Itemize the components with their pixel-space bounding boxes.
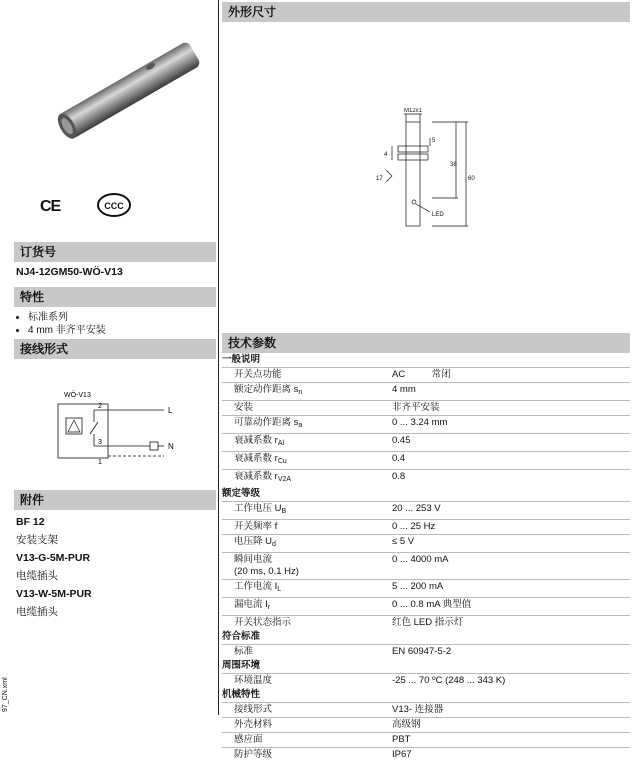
spec-name	[222, 383, 392, 401]
spec-name	[222, 553, 392, 580]
accessory-code: V13-W-5M-PUR	[16, 585, 214, 603]
ccc-mark	[96, 192, 132, 218]
spec-value: 0 ... 0.8 mA 典型值	[392, 598, 630, 616]
spec-group	[222, 630, 630, 645]
dim-38: 38	[450, 162, 457, 168]
spec-row	[222, 580, 630, 598]
spec-name	[222, 748, 392, 762]
spec-row	[222, 502, 630, 520]
dim-thread: M12x1	[404, 108, 423, 114]
spec-name-text: 可靠动作距离 s	[234, 417, 298, 428]
ce-mark: CE	[40, 198, 60, 216]
order-number: NJ4-12GM50-WÖ-V13	[14, 262, 216, 282]
spec-name-text: 开关点功能	[234, 369, 282, 380]
spec-group-title: 机械特性	[222, 688, 630, 703]
spec-name	[222, 535, 392, 553]
spec-name-text: 感应面	[234, 734, 263, 745]
dim-led: LED	[432, 212, 444, 218]
spec-value: ≤ 5 V	[392, 535, 630, 553]
spec-name-subscript: L	[277, 586, 281, 593]
spec-name-text: 开关频率 f	[234, 521, 277, 532]
spec-name	[222, 502, 392, 520]
column-divider	[218, 0, 219, 715]
spec-row	[222, 520, 630, 535]
accessories-header: 附件	[14, 490, 216, 510]
spec-row	[222, 470, 630, 488]
spec-value: 红色 LED 指示灯	[392, 616, 630, 631]
dim-4: 4	[384, 152, 388, 158]
spec-group-title: 额定等级	[222, 487, 630, 502]
spec-name	[222, 718, 392, 733]
pin-2: 2	[98, 403, 102, 410]
spec-name	[222, 434, 392, 452]
spec-row	[222, 674, 630, 689]
dimensions-header: 外形尺寸	[222, 2, 630, 22]
spec-name	[222, 452, 392, 470]
spec-value: 4 mm	[392, 383, 630, 401]
dimension-drawing	[372, 108, 482, 238]
spec-row	[222, 368, 630, 383]
spec-value: 0.4	[392, 452, 630, 470]
spec-row	[222, 383, 630, 401]
order-header: 订货号	[14, 242, 216, 262]
specs-header: 技术参数	[222, 333, 630, 353]
spec-name-text: 额定动作距离 s	[234, 384, 298, 395]
spec-name	[222, 368, 392, 383]
spec-row	[222, 452, 630, 470]
spec-name-subscript: r	[268, 604, 270, 611]
spec-name-subscript: Al	[278, 440, 284, 447]
spec-group	[222, 659, 630, 674]
spec-name-text: 防护等级	[234, 749, 272, 760]
dim-17: 17	[376, 176, 383, 182]
accessory-desc: 安装支架	[16, 531, 214, 549]
spec-value: 0 ... 3.24 mm	[392, 416, 630, 434]
spec-value: 高级钢	[392, 718, 630, 733]
wiring-diagram	[54, 388, 194, 468]
spec-name-text: 衰减系数 r	[234, 471, 278, 482]
features-header: 特性	[14, 287, 216, 307]
spec-value: PBT	[392, 733, 630, 748]
spec-name-subscript: B	[282, 508, 287, 515]
spec-row	[222, 718, 630, 733]
spec-name	[222, 470, 392, 488]
spec-value: V13- 连接器	[392, 703, 630, 718]
spec-row	[222, 616, 630, 631]
spec-name-line2: (20 ms, 0.1 Hz)	[234, 566, 299, 577]
dim-5: 5	[432, 138, 436, 144]
spec-value: 5 ... 200 mA	[392, 580, 630, 598]
spec-value: IP67	[392, 748, 630, 762]
feature-item: • 标准系列	[28, 311, 216, 324]
spec-row	[222, 645, 630, 660]
spec-value: EN 60947-5-2	[392, 645, 630, 660]
spec-row	[222, 434, 630, 452]
dim-60: 60	[468, 176, 475, 182]
spec-name-text: 开关状态指示	[234, 617, 291, 628]
spec-group-title: 一般说明	[222, 353, 630, 368]
spec-row	[222, 703, 630, 718]
spec-row	[222, 401, 630, 416]
spec-value: AC 常闭	[392, 368, 630, 383]
spec-row	[222, 733, 630, 748]
spec-name-text: 工作电流 I	[234, 581, 277, 592]
spec-value: 0 ... 25 Hz	[392, 520, 630, 535]
spec-value: 0.45	[392, 434, 630, 452]
spec-name	[222, 580, 392, 598]
spec-name	[222, 598, 392, 616]
spec-name	[222, 401, 392, 416]
spec-name-subscript: V2A	[278, 476, 291, 483]
spec-group	[222, 688, 630, 703]
spec-row	[222, 748, 630, 762]
spec-name	[222, 703, 392, 718]
side-code: 97_CN.xml	[0, 672, 12, 712]
spec-name	[222, 645, 392, 660]
wiring-label: WÖ-V13	[64, 391, 91, 399]
spec-name-text: 衰减系数 r	[234, 453, 278, 464]
spec-name	[222, 416, 392, 434]
feature-item: • 4 mm 非齐平安装	[28, 324, 216, 337]
spec-name-text: 工作电压 U	[234, 503, 282, 514]
spec-name	[222, 616, 392, 631]
spec-name-text: 接线形式	[234, 704, 272, 715]
pin-1: 1	[98, 459, 102, 466]
features-list	[14, 311, 216, 337]
spec-row	[222, 416, 630, 434]
spec-table	[222, 353, 630, 762]
spec-name	[222, 674, 392, 689]
accessory-code: BF 12	[16, 513, 214, 531]
spec-group-title: 周围环境	[222, 659, 630, 674]
spec-name-text: 瞬间电流	[234, 554, 272, 565]
spec-group	[222, 487, 630, 502]
spec-value: 0.8	[392, 470, 630, 488]
spec-value: 非齐平安装	[392, 401, 630, 416]
wiring-header: 接线形式	[14, 339, 216, 359]
spec-name-subscript: a	[298, 422, 302, 429]
product-photo	[50, 36, 210, 146]
spec-name-subscript: n	[298, 389, 302, 396]
spec-group	[222, 353, 630, 368]
spec-name-text: 衰减系数 r	[234, 435, 278, 446]
spec-value: 20 ... 253 V	[392, 502, 630, 520]
spec-value: -25 ... 70 ºC (248 ... 343 K)	[392, 674, 630, 689]
spec-name-text: 电压降 U	[234, 536, 272, 547]
spec-row	[222, 553, 630, 580]
right-column	[222, 0, 630, 715]
left-column	[14, 0, 216, 715]
accessory-code: V13-G-5M-PUR	[16, 549, 214, 567]
spec-name-subscript: Cu	[278, 458, 287, 465]
spec-name-text: 安装	[234, 402, 253, 413]
spec-name-text: 环境温度	[234, 675, 272, 686]
spec-group-title: 符合标准	[222, 630, 630, 645]
spec-name	[222, 520, 392, 535]
spec-name-text: 漏电流 I	[234, 599, 268, 610]
spec-name-text: 标准	[234, 646, 253, 657]
spec-name-text: 外壳材料	[234, 719, 272, 730]
spec-name-subscript: d	[272, 541, 276, 548]
spec-row	[222, 598, 630, 616]
spec-name	[222, 733, 392, 748]
accessory-desc: 电缆插头	[16, 567, 214, 585]
terminal-l: L	[168, 406, 173, 415]
accessory-desc: 电缆插头	[16, 603, 214, 621]
terminal-n: N	[168, 442, 174, 451]
ccc-mark-text: CCC	[104, 201, 124, 211]
spec-row	[222, 535, 630, 553]
spec-value: 0 ... 4000 mA	[392, 553, 630, 580]
pin-3: 3	[98, 439, 102, 446]
